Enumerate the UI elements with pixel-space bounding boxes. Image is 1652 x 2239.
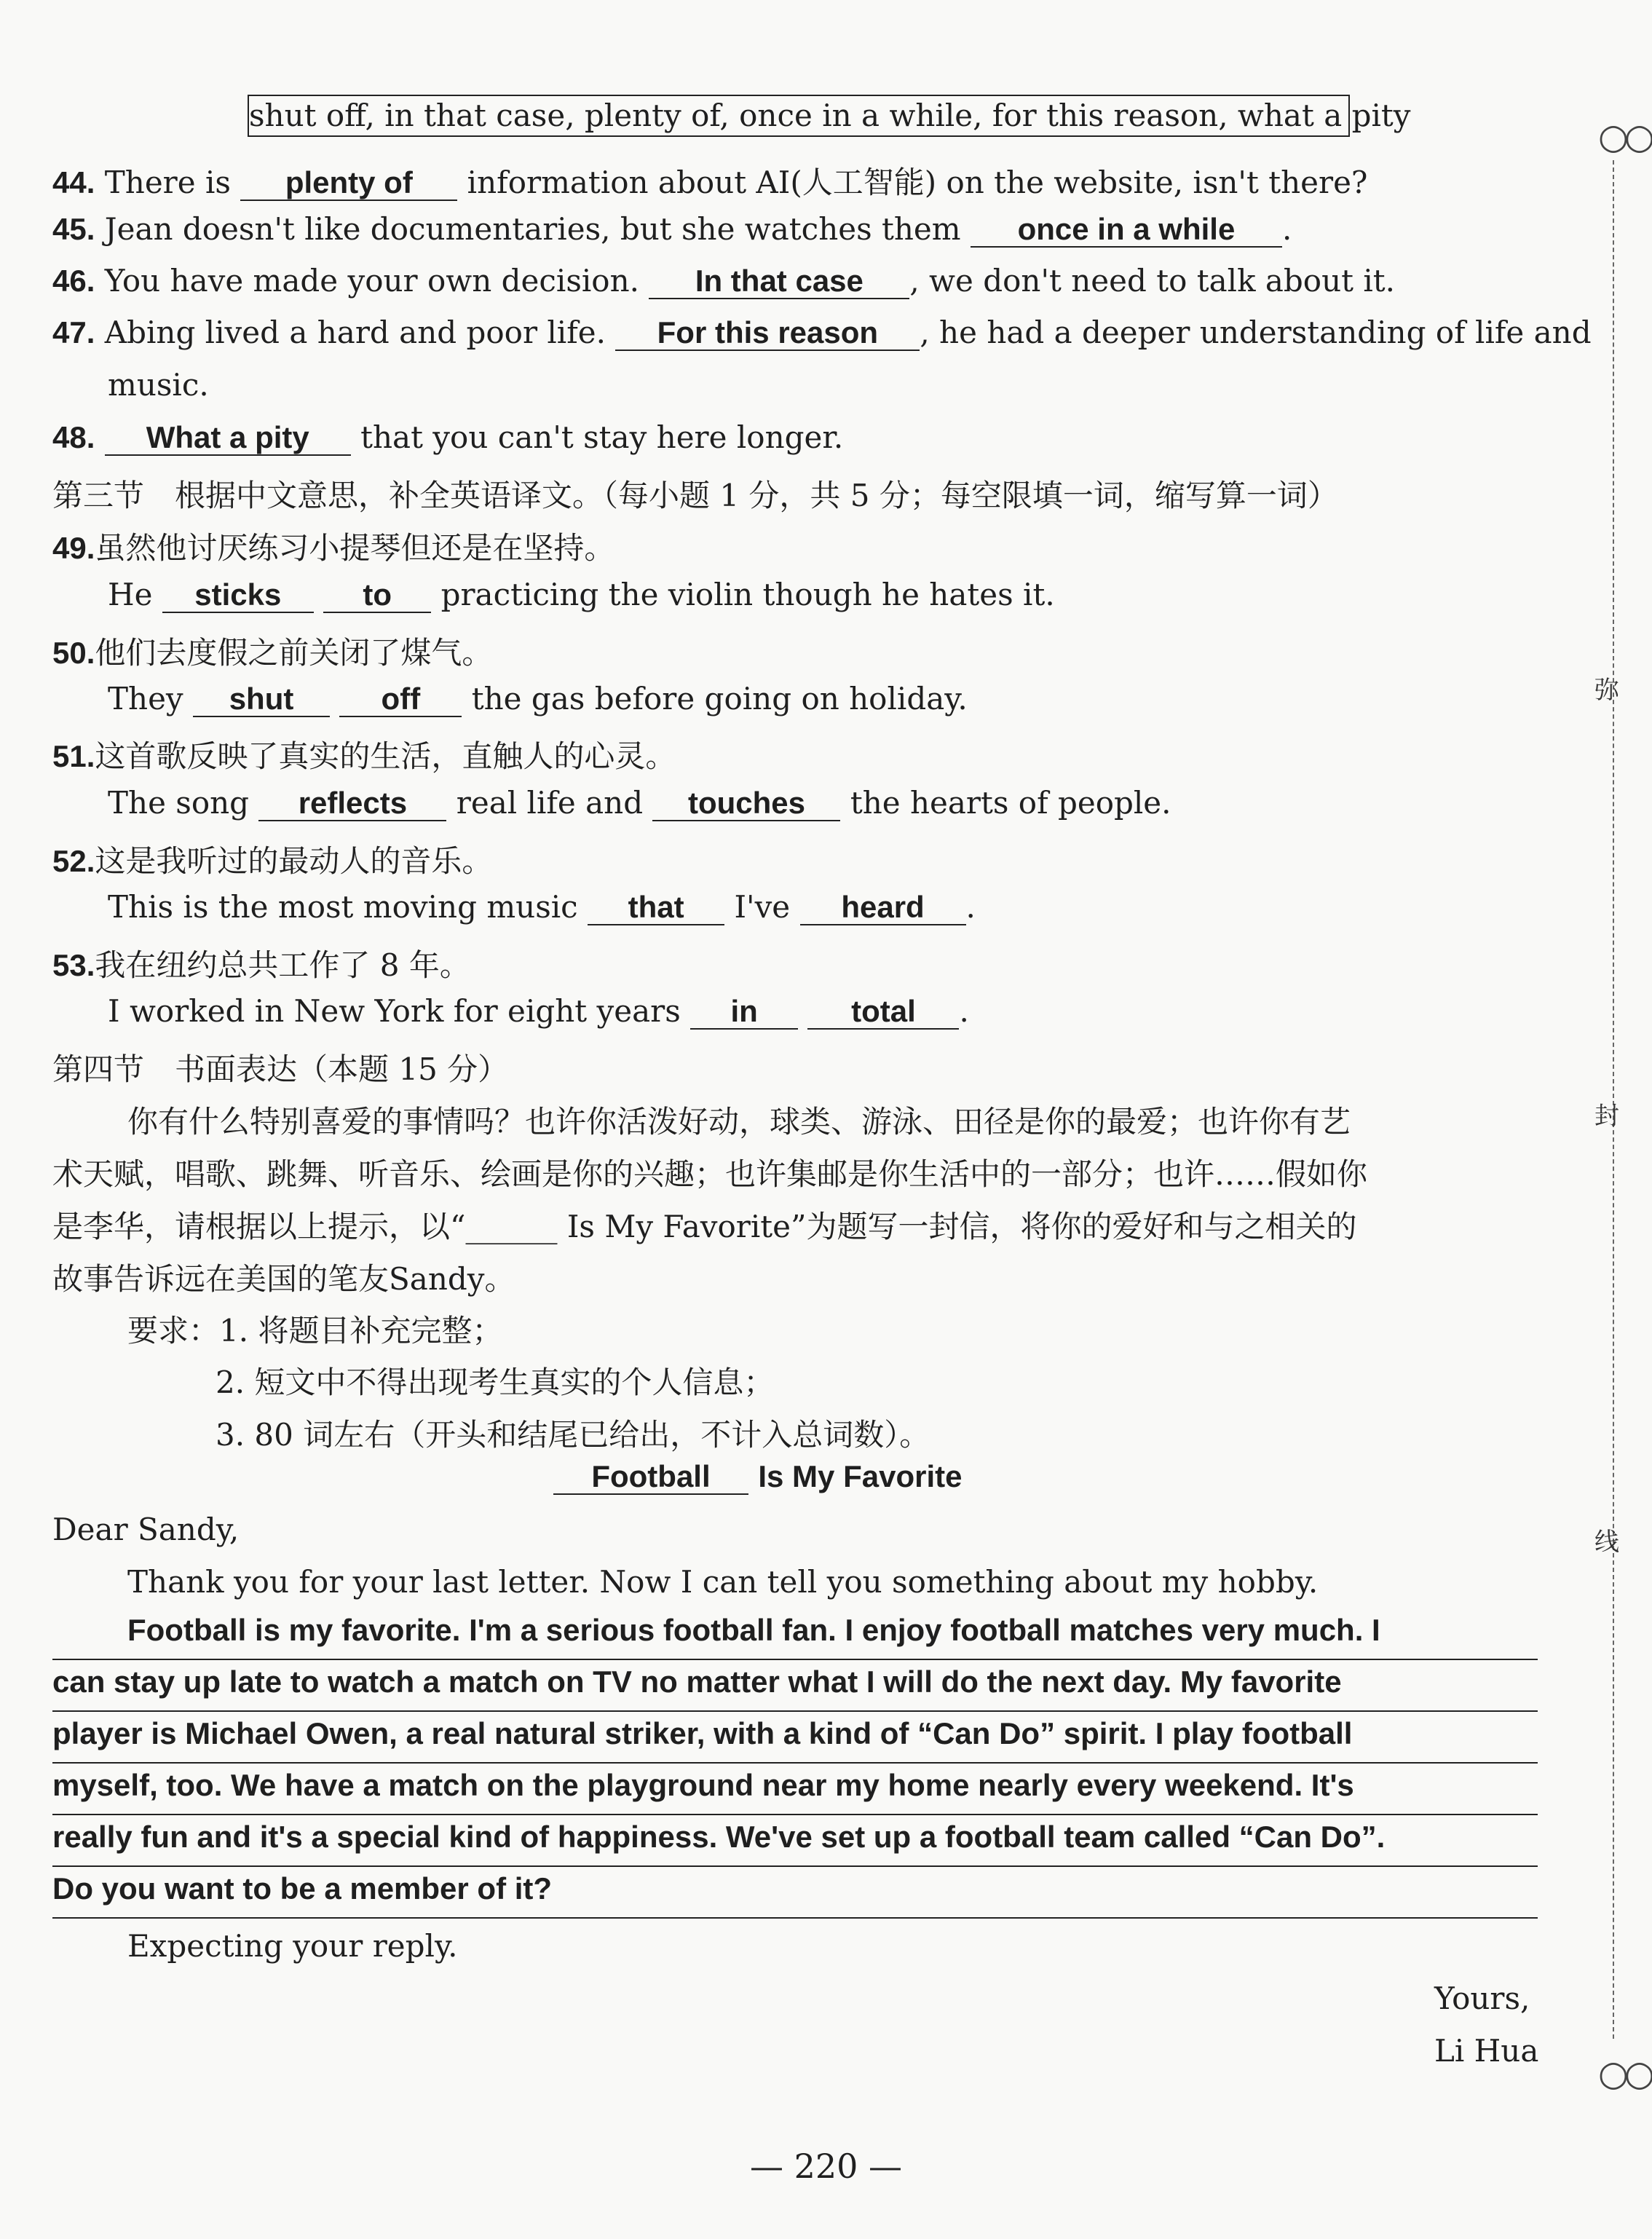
- section-3-heading: 第三节 根据中文意思，补全英语译文。（每小题 1 分，共 5 分；每空限填一词，缩写算一词）: [52, 478, 1338, 513]
- essay-answer-line[interactable]: Do you want to be a member of it?: [52, 1865, 1538, 1919]
- chinese-sentence: 我在纽约总共工作了 8 年。: [95, 947, 470, 983]
- chinese-sentence: 这是我听过的最动人的音乐。: [95, 843, 493, 879]
- question-49-chinese: [52, 524, 614, 568]
- essay-answer-line[interactable]: can stay up late to watch a match on TV no matter what I will do the next day. My favorite: [52, 1659, 1538, 1712]
- sentence-part: He: [108, 577, 153, 612]
- question-number: 52.: [52, 844, 95, 878]
- prompt-line: 你有什么特别喜爱的事情吗？也许你活泼好动，球类、游泳、田径是你的最爱；也许你有艺: [127, 1104, 1351, 1140]
- question-number: 49.: [52, 531, 95, 565]
- sentence-part: practicing the violin though he hates it.: [440, 577, 1055, 612]
- question-number: 47.: [52, 315, 95, 350]
- question-45: [52, 211, 1292, 248]
- answer-blank[interactable]: reflects: [258, 786, 446, 821]
- sentence-part: the gas before going on holiday.: [471, 681, 968, 716]
- answer-blank[interactable]: sticks: [162, 578, 314, 613]
- question-49-english: [108, 577, 1055, 613]
- letter-yours: Yours,: [1434, 1981, 1530, 2016]
- question-51-chinese: [52, 732, 676, 776]
- answer-blank[interactable]: touches: [652, 786, 840, 821]
- requirements-label: 要求：: [127, 1313, 220, 1348]
- answer-blank[interactable]: that: [588, 891, 724, 925]
- sentence-part: They: [108, 681, 183, 716]
- letter-signature: Li Hua: [1434, 2033, 1539, 2069]
- word-bank-box: shut off, in that case, plenty of, once in a while, for this reason, what a pity: [248, 95, 1350, 137]
- question-51-english: [108, 785, 1171, 821]
- question-50-english: [108, 681, 968, 717]
- question-text: information about AI(人工智能) on the website, isn't there?: [467, 165, 1368, 200]
- question-number: 53.: [52, 948, 95, 982]
- binding-circles-icon: ○○: [1598, 2053, 1651, 2094]
- answer-blank[interactable]: in: [690, 995, 798, 1030]
- binding-mark-char: 封: [1594, 1102, 1619, 1131]
- answer-blank[interactable]: shut: [193, 682, 330, 717]
- requirement-2: 2. 短文中不得出现考生真实的个人信息；: [216, 1365, 775, 1400]
- question-text: .: [1281, 211, 1292, 247]
- binding-mark-char: 线: [1594, 1528, 1619, 1557]
- prompt-line: 故事告诉远在美国的笔友Sandy。: [52, 1261, 515, 1297]
- answer-blank[interactable]: off: [339, 682, 462, 717]
- question-52-chinese: [52, 837, 492, 881]
- question-number: 50.: [52, 636, 95, 670]
- sentence-part: the hearts of people.: [850, 785, 1171, 821]
- answer-blank[interactable]: heard: [800, 891, 966, 925]
- question-48: [52, 419, 843, 456]
- sentence-part: This is the most moving music: [108, 889, 578, 925]
- question-number: 44.: [52, 165, 95, 200]
- question-text: There is: [104, 165, 231, 200]
- essay-title: [553, 1458, 962, 1495]
- answer-blank[interactable]: For this reason: [615, 316, 920, 351]
- sentence-part: real life and: [456, 785, 644, 821]
- question-text: , he had a deeper understanding of life and: [920, 315, 1592, 350]
- answer-blank[interactable]: once in a while: [971, 213, 1282, 248]
- sentence-part: I've: [734, 889, 791, 925]
- title-text: Is My Favorite: [758, 1459, 963, 1493]
- requirement-1: [127, 1307, 502, 1351]
- question-text: Abing lived a hard and poor life.: [104, 315, 606, 350]
- sentence-part: I worked in New York for eight years: [108, 993, 681, 1029]
- question-number: 51.: [52, 739, 95, 773]
- question-53-chinese: [52, 941, 470, 985]
- question-53-english: [108, 993, 969, 1030]
- answer-blank[interactable]: total: [807, 995, 959, 1030]
- question-text: You have made your own decision.: [104, 263, 639, 299]
- letter-opening: Thank you for your last letter. Now I can tell you something about my hobby.: [127, 1564, 1319, 1600]
- section-4-heading: 第四节 书面表达（本题 15 分）: [52, 1051, 509, 1087]
- question-52-english: [108, 889, 976, 925]
- question-46: [52, 263, 1395, 299]
- question-number: 46.: [52, 264, 95, 298]
- answer-blank[interactable]: In that case: [649, 264, 909, 299]
- prompt-line: 术天赋，唱歌、跳舞、听音乐、绘画是你的兴趣；也许集邮是你生活中的一部分；也许……假如你: [52, 1156, 1368, 1192]
- chinese-sentence: 他们去度假之前关闭了煤气。: [95, 635, 493, 671]
- essay-answer-line[interactable]: player is Michael Owen, a real natural striker, with a kind of “Can Do” spirit. I play football: [52, 1710, 1538, 1764]
- binding-circles-icon: ○○: [1598, 117, 1651, 157]
- essay-answer-line[interactable]: myself, too. We have a match on the playground near my home nearly every weekend. It's: [52, 1762, 1538, 1815]
- question-text: , we don't need to talk about it.: [909, 263, 1396, 299]
- greeting: Dear Sandy,: [52, 1512, 240, 1547]
- sentence-part: .: [959, 993, 969, 1029]
- prompt-line: 是李华，请根据以上提示，以“______ Is My Favorite”为题写一封信，将你的爱好和与之相关的: [52, 1209, 1357, 1244]
- chinese-sentence: 虽然他讨厌练习小提琴但还是在坚持。: [95, 530, 615, 566]
- question-50-chinese: [52, 629, 492, 673]
- question-text: that you can't stay here longer.: [360, 419, 844, 455]
- question-47: [52, 315, 1592, 351]
- page-number: — 220 —: [749, 2147, 903, 2186]
- sentence-part: .: [965, 889, 976, 925]
- question-47-continued: music.: [108, 367, 209, 403]
- question-44: [52, 159, 1367, 202]
- answer-blank[interactable]: plenty of: [240, 166, 457, 201]
- requirement-text: 1. 将题目补充完整；: [219, 1313, 503, 1348]
- question-number: 45.: [52, 212, 95, 246]
- title-blank[interactable]: Football: [553, 1460, 748, 1495]
- question-text: Jean doesn't like documentaries, but she watches them: [104, 211, 961, 247]
- question-number: 48.: [52, 420, 95, 454]
- letter-closing: Expecting your reply.: [127, 1928, 458, 1964]
- sentence-part: The song: [108, 785, 250, 821]
- essay-answer-line[interactable]: really fun and it's a special kind of happiness. We've set up a football team called “Can Do”.: [52, 1814, 1538, 1867]
- binding-mark-char: 弥: [1594, 676, 1619, 705]
- answer-blank[interactable]: to: [323, 578, 431, 613]
- requirement-3: 3. 80 词左右（开头和结尾已给出，不计入总词数）。: [216, 1417, 930, 1453]
- essay-answer-line[interactable]: Football is my favorite. I'm a serious football fan. I enjoy football matches very much. I: [52, 1607, 1538, 1660]
- answer-blank[interactable]: What a pity: [105, 421, 351, 456]
- chinese-sentence: 这首歌反映了真实的生活，直触人的心灵。: [95, 738, 676, 774]
